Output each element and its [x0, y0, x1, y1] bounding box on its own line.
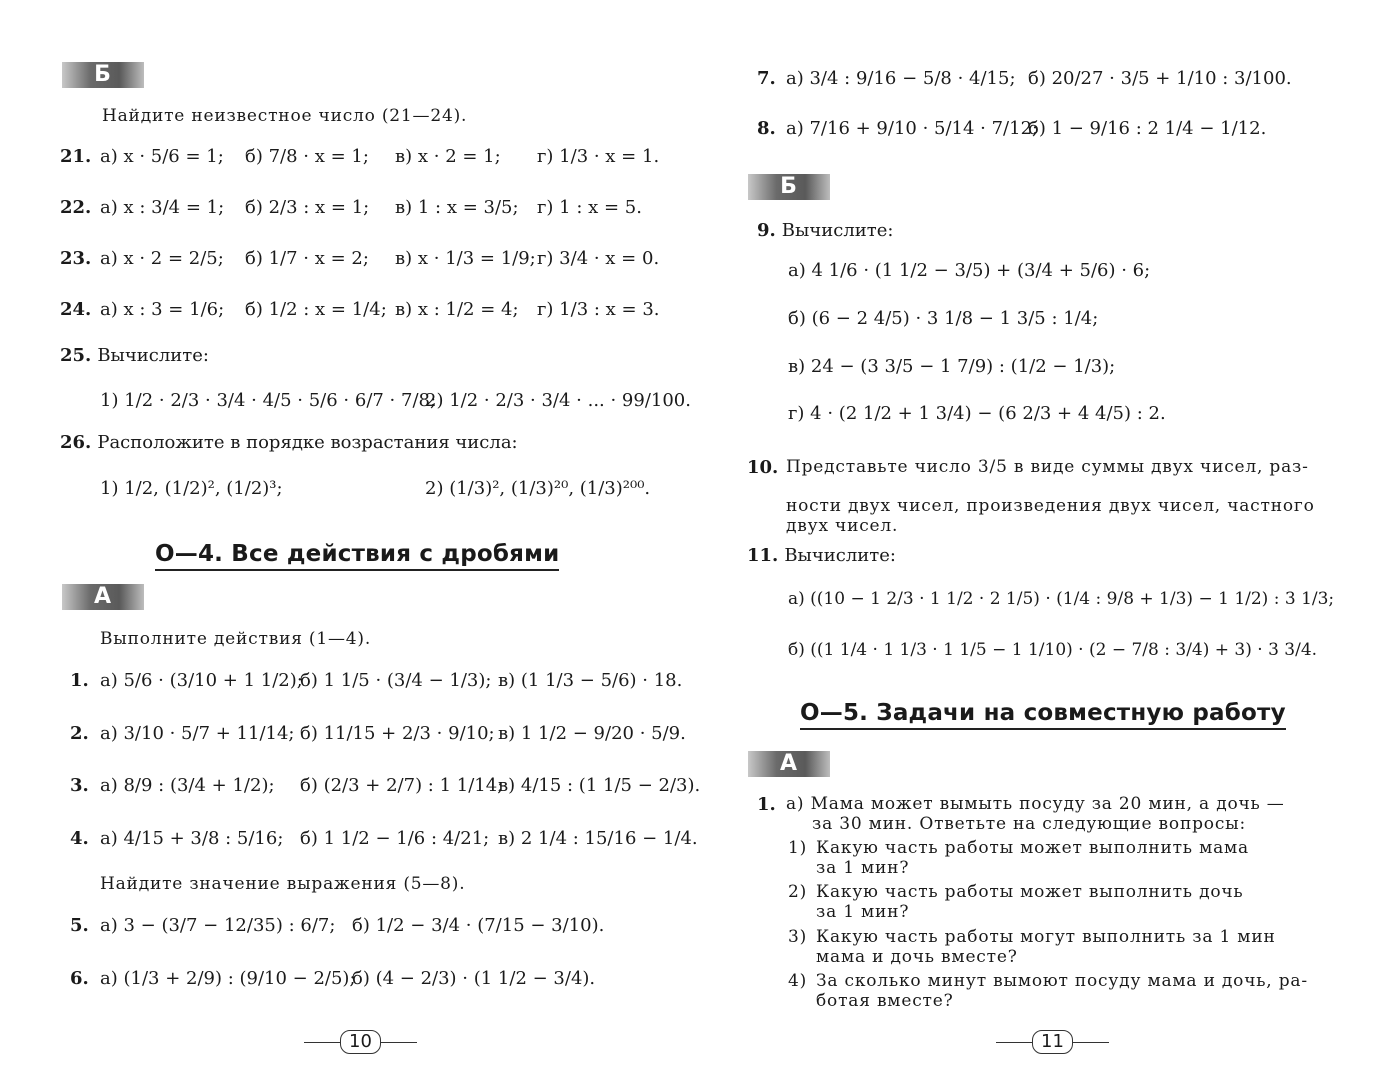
task-2-v: в) 1 1/2 − 9/20 · 5/9. — [498, 723, 686, 744]
task-5-b: б) 1/2 − 3/4 · (7/15 − 3/10). — [352, 915, 605, 936]
section-title-o4: О—4. Все действия с дробями — [155, 541, 559, 571]
task-1-number: 1. — [70, 670, 89, 691]
task-11: 11. Вычислите: — [747, 545, 896, 566]
task-2-number: 2. — [70, 723, 89, 744]
question-1-number: 1) — [788, 838, 808, 858]
question-3-line1: Какую часть работы могут выполнить за 1 мин — [816, 927, 1276, 947]
instruction-21-24: Найдите неизвестное число (21—24). — [102, 106, 468, 126]
task-1-a: а) 5/6 · (3/10 + 1 1/2); — [100, 670, 303, 691]
question-4-line1: За сколько минут вымоют посуду мама и дочь, ра- — [816, 971, 1308, 991]
question-3-number: 3) — [788, 927, 808, 947]
task-10-line3: двух чисел. — [786, 516, 899, 536]
page-number-rule — [996, 1042, 1032, 1043]
problem-21-v: в) x · 2 = 1; — [395, 146, 501, 167]
task-11-b: б) ((1 1/4 · 1 1/3 · 1 1/5 − 1 1/10) · (2 − 7/8 : 3/4) + 3) · 3 3/4. — [788, 640, 1318, 660]
problem-24-v: в) x : 1/2 = 4; — [395, 299, 519, 320]
task-5-a: а) 3 − (3/7 − 12/35) : 6/7; — [100, 915, 336, 936]
task-9-a: а) 4 1/6 · (1 1/2 − 3/5) + (3/4 + 5/6) · 6; — [788, 260, 1151, 281]
problem-23-number: 23. — [60, 248, 92, 269]
problem-26-text: Расположите в порядке возрастания числа: — [97, 432, 518, 453]
task-2-b: б) 11/15 + 2/3 · 9/10; — [300, 723, 495, 744]
problem-22-a: а) x : 3/4 = 1; — [100, 197, 225, 218]
problem-1-number: 1. — [757, 794, 776, 815]
page-number-rule — [1073, 1042, 1109, 1043]
task-10-number: 10. — [747, 457, 779, 478]
section-title-o5: О—5. Задачи на совместную работу — [800, 700, 1286, 730]
task-9-g: г) 4 · (2 1/2 + 1 3/4) − (6 2/3 + 4 4/5) : 2. — [788, 403, 1166, 424]
page-number-left — [304, 1030, 417, 1054]
right-page — [690, 0, 1381, 1080]
task-10-line1: Представьте число 3/5 в виде суммы двух чисел, раз- — [786, 457, 1309, 477]
badge-label: А — [93, 584, 113, 609]
task-3-a: а) 8/9 : (3/4 + 1/2); — [100, 775, 275, 796]
problem-26: 26. Расположите в порядке возрастания числа: — [60, 432, 518, 453]
question-4-line2: ботая вместе? — [816, 991, 954, 1011]
task-3-number: 3. — [70, 775, 89, 796]
task-2-a: а) 3/10 · 5/7 + 11/14; — [100, 723, 295, 744]
level-badge-b — [62, 62, 144, 88]
page-number-right — [996, 1030, 1109, 1054]
task-11-text: Вычислите: — [784, 545, 896, 566]
problem-21-b: б) 7/8 · x = 1; — [245, 146, 369, 167]
problem-1-line1: а) Мама может вымыть посуду за 20 мин, а дочь — — [786, 794, 1285, 814]
question-2-line2: за 1 мин? — [816, 902, 910, 922]
question-1-line1: Какую часть работы может выполнить мама — [816, 838, 1249, 858]
task-1-b: б) 1 1/5 · (3/4 − 1/3); — [300, 670, 492, 691]
level-badge-b — [748, 174, 830, 200]
task-7-number: 7. — [757, 68, 776, 89]
task-9: 9. Вычислите: — [757, 220, 894, 241]
problem-24-a: а) x : 3 = 1/6; — [100, 299, 225, 320]
instruction-1-4: Выполните действия (1—4). — [100, 629, 372, 649]
task-6-b: б) (4 − 2/3) · (1 1/2 − 3/4). — [352, 968, 596, 989]
level-badge-a — [62, 584, 144, 610]
problem-22-g: г) 1 : x = 5. — [537, 197, 642, 218]
task-5-number: 5. — [70, 915, 89, 936]
problem-23-b: б) 1/7 · x = 2; — [245, 248, 369, 269]
task-9-b: б) (6 − 2 4/5) · 3 1/8 − 1 3/5 : 1/4; — [788, 308, 1099, 329]
task-4-v: в) 2 1/4 : 15/16 − 1/4. — [498, 828, 698, 849]
badge-label: Б — [94, 62, 112, 87]
problem-1-line2: за 30 мин. Ответьте на следующие вопросы: — [812, 814, 1246, 834]
problem-23-a: а) x · 2 = 2/5; — [100, 248, 224, 269]
problem-25: 25. Вычислите: — [60, 345, 209, 366]
problem-22-number: 22. — [60, 197, 92, 218]
task-10-line2: ности двух чисел, произведения двух чисел, частного — [786, 496, 1315, 516]
task-11-a: а) ((10 − 1 2/3 · 1 1/2 · 2 1/5) · (1/4 : 9/8 + 1/3) − 1 1/2) : 3 1/3; — [788, 589, 1335, 609]
task-1-v: в) (1 1/3 − 5/6) · 18. — [498, 670, 683, 691]
page-number-rule — [304, 1042, 340, 1043]
task-8-number: 8. — [757, 118, 776, 139]
problem-25-2: 2) 1/2 · 2/3 · 3/4 · ... · 99/100. — [425, 390, 691, 411]
page-number-value: 10 — [340, 1030, 381, 1054]
question-1-line2: за 1 мин? — [816, 858, 910, 878]
task-3-b: б) (2/3 + 2/7) : 1 1/14; — [300, 775, 504, 796]
task-7-b: б) 20/27 · 3/5 + 1/10 : 3/100. — [1028, 68, 1292, 89]
task-7-a: а) 3/4 : 9/16 − 5/8 · 4/15; — [786, 68, 1016, 89]
question-4-number: 4) — [788, 971, 808, 991]
task-6-a: а) (1/3 + 2/9) : (9/10 − 2/5); — [100, 968, 356, 989]
task-6-number: 6. — [70, 968, 89, 989]
problem-21-number: 21. — [60, 146, 92, 167]
instruction-5-8: Найдите значение выражения (5—8). — [100, 874, 466, 894]
task-4-a: а) 4/15 + 3/8 : 5/16; — [100, 828, 284, 849]
task-3-v: в) 4/15 : (1 1/5 − 2/3). — [498, 775, 701, 796]
problem-22-v: в) 1 : x = 3/5; — [395, 197, 519, 218]
problem-25-text: Вычислите: — [97, 345, 209, 366]
task-8-b: б) 1 − 9/16 : 2 1/4 − 1/12. — [1028, 118, 1267, 139]
task-9-text: Вычислите: — [781, 220, 894, 241]
question-2-line1: Какую часть работы может выполнить дочь — [816, 882, 1244, 902]
problem-21-g: г) 1/3 · x = 1. — [537, 146, 660, 167]
problem-21-a: а) x · 5/6 = 1; — [100, 146, 224, 167]
problem-25-1: 1) 1/2 · 2/3 · 3/4 · 4/5 · 5/6 · 6/7 · 7/8; — [100, 390, 437, 411]
problem-24-g: г) 1/3 : x = 3. — [537, 299, 660, 320]
badge-label: А — [779, 751, 799, 776]
page-number-value: 11 — [1032, 1030, 1073, 1054]
problem-26-2: 2) (1/3)², (1/3)²⁰, (1/3)²⁰⁰. — [425, 478, 651, 499]
level-badge-a — [748, 751, 830, 777]
problem-23-g: г) 3/4 · x = 0. — [537, 248, 660, 269]
problem-26-1: 1) 1/2, (1/2)², (1/2)³; — [100, 478, 283, 499]
problem-24-number: 24. — [60, 299, 92, 320]
task-4-number: 4. — [70, 828, 89, 849]
problem-24-b: б) 1/2 : x = 1/4; — [245, 299, 387, 320]
task-9-v: в) 24 − (3 3/5 − 1 7/9) : (1/2 − 1/3); — [788, 356, 1116, 377]
task-4-b: б) 1 1/2 − 1/6 : 4/21; — [300, 828, 490, 849]
page-number-rule — [381, 1042, 417, 1043]
question-2-number: 2) — [788, 882, 808, 902]
problem-22-b: б) 2/3 : x = 1; — [245, 197, 370, 218]
question-3-line2: мама и дочь вместе? — [816, 947, 1018, 967]
task-8-a: а) 7/16 + 9/10 · 5/14 · 7/12; — [786, 118, 1039, 139]
problem-23-v: в) x · 1/3 = 1/9; — [395, 248, 536, 269]
badge-label: Б — [780, 174, 798, 199]
